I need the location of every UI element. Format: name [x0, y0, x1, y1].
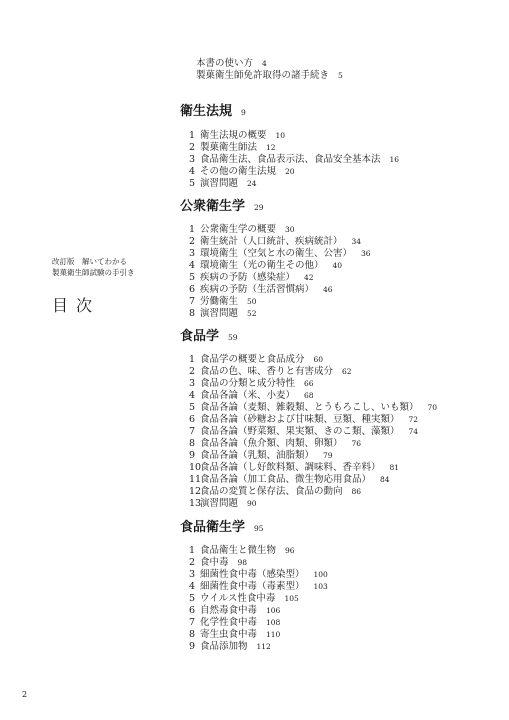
item-title: 食中毒 — [200, 557, 229, 568]
item-page: 106 — [266, 606, 281, 615]
item-title: 演習問題 — [200, 308, 239, 319]
item-title: 環境衛生（光の衛生その他） — [200, 260, 324, 271]
item-title: 食品各論（し好飲料類、調味料、香辛料） — [200, 462, 381, 473]
item-title: 演習問題 — [200, 178, 239, 189]
item-title: 化学性食中毒 — [200, 617, 258, 628]
item-title: 演習問題 — [200, 498, 239, 509]
section-page: 59 — [228, 333, 238, 342]
item-page: 40 — [332, 261, 343, 270]
item-number: 11 — [189, 474, 202, 485]
item-title: その他の衛生法規 — [200, 166, 277, 177]
toc-intro-page: 5 — [338, 71, 343, 80]
item-number: 2 — [189, 236, 196, 247]
item-page: 36 — [361, 249, 371, 258]
toc-intro-entry[interactable] — [196, 67, 343, 81]
item-number: 1 — [189, 354, 196, 365]
section-title: 食品学 — [180, 329, 220, 344]
toc-item[interactable] — [189, 175, 257, 189]
item-number: 12 — [189, 486, 202, 497]
item-number: 5 — [189, 272, 196, 283]
item-title: 食品各論（砂糖および甘味類、豆類、種実類） — [200, 414, 400, 425]
item-page: 98 — [237, 558, 248, 567]
item-page: 16 — [389, 155, 400, 164]
item-page: 70 — [427, 403, 438, 412]
item-title: 食品各論（麦類、雑穀類、とうもろこし、いも類） — [200, 402, 419, 413]
item-number: 13 — [189, 498, 202, 509]
section-title: 食品衛生学 — [180, 520, 246, 535]
section-title: 衛生法規 — [180, 104, 233, 119]
item-number: 5 — [189, 402, 196, 413]
item-title: 食品各論（野菜類、果実類、きのこ類、藻類） — [200, 426, 400, 437]
section-page: 9 — [241, 108, 246, 117]
item-title: 食品の変質と保存法、食品の動向 — [200, 486, 343, 497]
item-page: 100 — [313, 570, 328, 579]
item-number: 5 — [189, 593, 196, 604]
toc-intro-title: 製菓衛生師免許取得の諸手続き — [196, 70, 330, 81]
item-number: 2 — [189, 142, 196, 153]
item-number: 1 — [189, 545, 196, 556]
item-title: 環境衛生（空気と水の衛生、公害） — [200, 248, 353, 259]
item-number: 8 — [189, 629, 196, 640]
item-number: 8 — [189, 438, 196, 449]
item-number: 1 — [189, 224, 196, 235]
item-title: 食品の分類と成分特性 — [200, 378, 296, 389]
item-title: 疾病の予防（生活習慣病） — [200, 284, 315, 295]
book-title-line: 改訂版 解いてわかる — [52, 257, 127, 266]
item-page: 52 — [247, 309, 257, 318]
toc-section-heading[interactable] — [180, 100, 246, 119]
item-page: 110 — [266, 630, 281, 639]
item-page: 66 — [304, 379, 314, 388]
item-title: 衛生統計（人口統計、疾病統計） — [200, 236, 343, 247]
item-title: 細菌性食中毒（毒素型） — [200, 581, 305, 592]
item-title: 細菌性食中毒（感染型） — [200, 569, 305, 580]
item-page: 86 — [351, 487, 362, 496]
toc-section-heading[interactable] — [180, 516, 264, 535]
page-number: 2 — [22, 690, 28, 699]
item-page: 60 — [313, 355, 324, 364]
item-page: 96 — [285, 546, 295, 555]
item-number: 6 — [189, 414, 196, 425]
toc-section-heading[interactable] — [180, 325, 238, 344]
toc-intro-page: 4 — [262, 59, 267, 68]
item-title: 食品各論（加工食品、微生物応用食品） — [200, 474, 372, 485]
item-number: 9 — [189, 450, 196, 461]
item-page: 50 — [247, 297, 257, 306]
toc-item[interactable] — [189, 638, 271, 652]
item-number: 3 — [189, 378, 196, 389]
item-title: 食品各論（魚介類、肉類、卵類） — [200, 438, 343, 449]
item-title: 食品衛生法、食品表示法、食品安全基本法 — [200, 154, 381, 165]
item-title: 疾病の予防（感染症） — [200, 272, 296, 283]
item-page: 79 — [323, 451, 333, 460]
section-page: 95 — [254, 524, 264, 533]
item-page: 62 — [342, 367, 352, 376]
item-page: 24 — [247, 179, 257, 188]
item-page: 105 — [284, 594, 299, 603]
item-page: 81 — [389, 463, 400, 472]
item-number: 7 — [189, 296, 196, 307]
item-number: 7 — [189, 617, 196, 628]
item-title: 食品添加物 — [200, 641, 248, 652]
item-number: 4 — [189, 260, 196, 271]
item-title: 衛生法規の概要 — [200, 130, 267, 141]
item-number: 3 — [189, 248, 196, 259]
toc-intro-title: 本書の使い方 — [196, 58, 254, 69]
item-title: 公衆衛生学の概要 — [200, 224, 277, 235]
item-page: 42 — [304, 273, 314, 282]
item-number: 6 — [189, 284, 196, 295]
item-number: 3 — [189, 569, 196, 580]
item-page: 34 — [351, 237, 362, 246]
item-number: 8 — [189, 308, 196, 319]
toc-item[interactable] — [189, 305, 257, 319]
item-page: 74 — [408, 427, 419, 436]
toc-heading: 目次 — [52, 296, 101, 315]
item-page: 72 — [408, 415, 419, 424]
item-page: 103 — [313, 582, 328, 591]
item-title: ウイルス性食中毒 — [200, 593, 276, 604]
book-title-line: 製菓衛生師試験の手引き — [52, 268, 135, 277]
item-title: 食品衛生と微生物 — [200, 545, 277, 556]
item-number: 9 — [189, 641, 196, 652]
item-page: 68 — [304, 391, 314, 400]
item-page: 90 — [247, 499, 257, 508]
item-number: 4 — [189, 390, 196, 401]
item-page: 112 — [256, 642, 271, 651]
item-title: 製菓衛生師法 — [200, 142, 258, 153]
item-number: 4 — [189, 166, 196, 177]
item-number: 10 — [189, 462, 202, 473]
item-number: 3 — [189, 154, 196, 165]
item-number: 2 — [189, 557, 196, 568]
item-number: 6 — [189, 605, 196, 616]
item-page: 76 — [351, 439, 362, 448]
section-title: 公衆衛生学 — [180, 199, 246, 214]
section-page: 29 — [254, 203, 264, 212]
item-page: 30 — [285, 225, 295, 234]
item-title: 自然毒食中毒 — [200, 605, 258, 616]
item-page: 12 — [266, 143, 276, 152]
item-title: 食品学の概要と食品成分 — [200, 354, 305, 365]
item-page: 46 — [323, 285, 333, 294]
item-page: 84 — [380, 475, 390, 484]
item-page: 108 — [266, 618, 281, 627]
item-title: 食品の色、味、香りと有害成分 — [200, 366, 334, 377]
item-title: 労働衛生 — [200, 296, 239, 307]
toc-item[interactable] — [189, 495, 257, 509]
item-number: 5 — [189, 178, 196, 189]
item-number: 1 — [189, 130, 196, 141]
item-title: 食品各論（乳類、油脂類） — [200, 450, 315, 461]
item-number: 7 — [189, 426, 196, 437]
item-page: 10 — [275, 131, 286, 140]
item-number: 4 — [189, 581, 196, 592]
item-page: 20 — [285, 167, 295, 176]
item-title: 寄生虫食中毒 — [200, 629, 258, 640]
item-number: 2 — [189, 366, 196, 377]
item-title: 食品各論（米、小麦） — [200, 390, 296, 401]
toc-section-heading[interactable] — [180, 195, 264, 214]
